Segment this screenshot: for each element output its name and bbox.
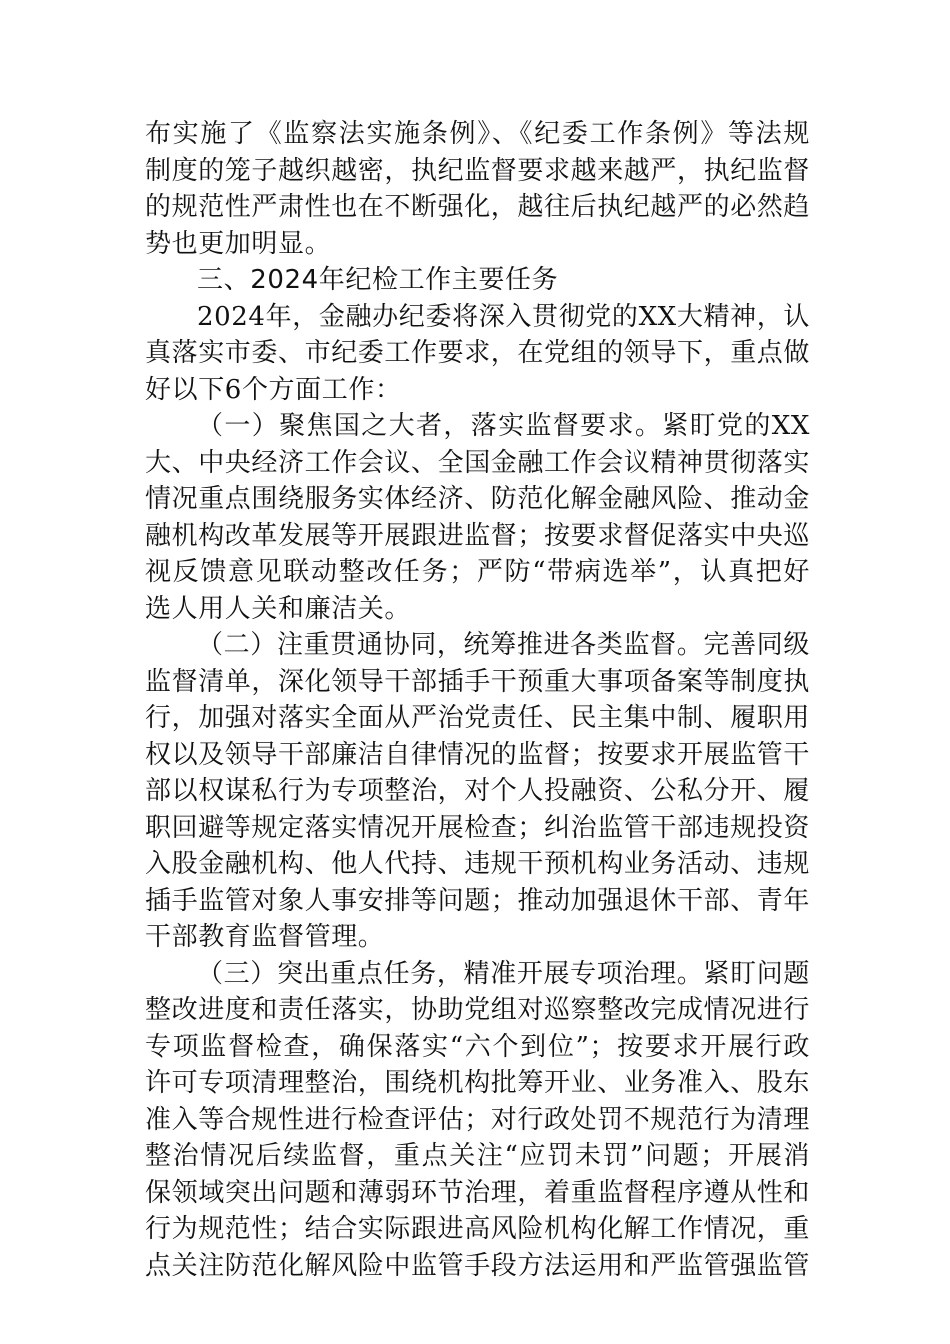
paragraph-item-1: （一）聚焦国之大者，落实监督要求。紧盯党的XX大、中央经济工作会议、全国金融工作会议精神贯彻落实情况重点围绕服务实体经济、防范化解金融风险、推动金融机构改革发展等开展跟进监督；按要求督促落实中央巡视反馈意见联动整改任务；严防“带病选举”，认真把好选人用人关和廉洁关。 bbox=[145, 411, 811, 624]
paragraph-intro: 2024年，金融办纪委将深入贯彻党的XX大精神，认真落实市委、市纪委工作要求，在党组的领导下，重点做好以下6个方面工作： bbox=[145, 301, 811, 405]
paragraph-continuation: 布实施了《监察法实施条例》、《纪委工作条例》等法规制度的笼子越织越密，执纪监督要求越来越严，执纪监督的规范性严肃性也在不断强化，越往后执纪越严的必然趋势也更加明显。 bbox=[145, 119, 811, 259]
paragraph-item-3: （三）突出重点任务，精准开展专项治理。紧盯问题整改进度和责任落实，协助党组对巡察整改完成情况进行专项监督检查，确保落实“六个到位”；按要求开展行政许可专项清理整治，围绕机构批筹开业、业务准入、股东准入等合规性进行检查评估；对行政处罚不规范行为清理整治情况后续监督，重点关注“应罚未罚”问题；开展消保领域突出问题和薄弱环节治理，着重监督程序遵从性和行为规范性；结合实际跟进高风险机构化解工作情况，重点关注防范化解风险中监管手段方法运用和严监管强监管 bbox=[145, 958, 811, 1281]
document-page bbox=[145, 116, 810, 1284]
paragraph-item-2: （二）注重贯通协同，统筹推进各类监督。完善同级监督清单，深化领导干部插手干预重大事项备案等制度执行，加强对落实全面从严治党责任、民主集中制、履职用权以及领导干部廉洁自律情况的监督；按要求开展监管干部以权谋私行为专项整治，对个人投融资、公私分开、履职回避等规定落实情况开展检查；纠治监管干部违规投资入股金融机构、他人代持、违规干预机构业务活动、违规插手监管对象人事安排等问题；推动加强退休干部、青年干部教育监督管理。 bbox=[145, 630, 811, 952]
section-heading: 三、2024年纪检工作主要任务 bbox=[197, 265, 559, 295]
